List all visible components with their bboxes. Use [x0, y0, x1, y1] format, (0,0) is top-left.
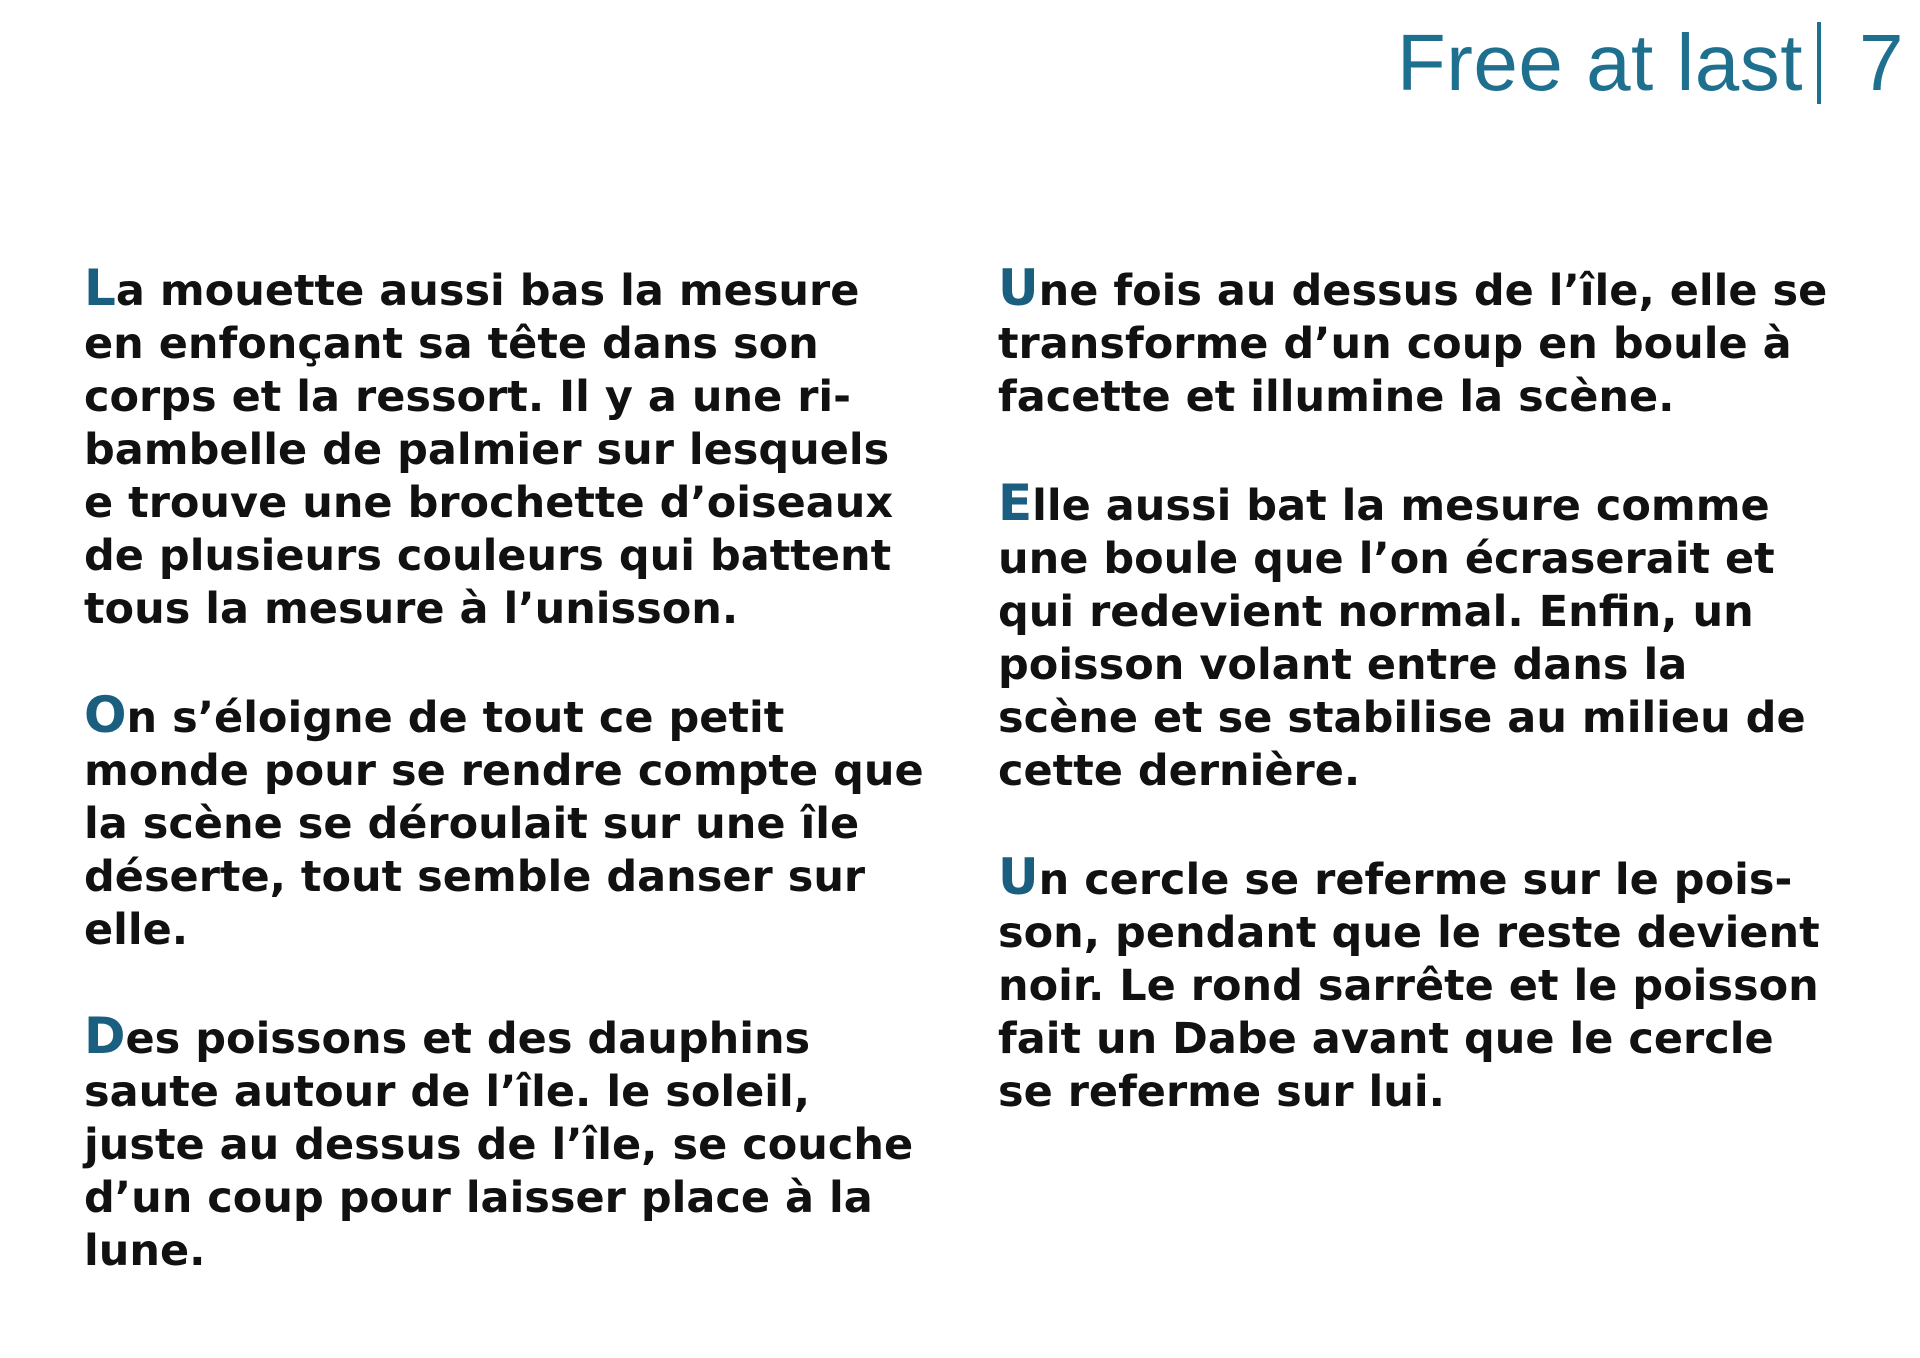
drop-cap: U	[998, 259, 1039, 317]
page-number: 7	[1859, 18, 1904, 107]
paragraph-text: es poissons et des dauphins saute autour de l’île. le soleil, juste au dessus de l’île, se couche d’un coup pour laisser place à la lune.	[84, 1014, 914, 1276]
paragraph	[84, 686, 924, 957]
paragraph-text: lle aussi bat la mesure comme une boule que l’on écraserait et qui redevient normal. Enfin, un poisson volant entre dans la scène et se stabilise au milieu de cette dernière.	[998, 481, 1806, 796]
drop-cap: O	[84, 686, 127, 744]
page-title: Free at last	[1396, 18, 1803, 107]
drop-cap: D	[84, 1007, 126, 1065]
drop-cap: E	[998, 474, 1033, 532]
paragraph-text: a mouette aussi bas la mesure en enfonçant sa tête dans son corps et la ressort. Il y a une ri-bambelle de palmier sur lesquels e trouve une brochette d’oiseaux de plusieurs couleurs qui battent tous la mesure à l’unisson.	[84, 266, 894, 634]
left-column	[84, 259, 924, 1331]
paragraph-text: n s’éloigne de tout ce petit monde pour se rendre compte que la scène se déroulait sur une île déserte, tout semble danser sur elle.	[84, 693, 924, 955]
drop-cap: U	[998, 848, 1039, 906]
paragraph	[84, 259, 924, 636]
drop-cap: L	[84, 259, 116, 317]
paragraph	[84, 1007, 924, 1278]
paragraph-text: n cercle se referme sur le pois-son, pendant que le reste devient noir. Le rond sarrête et le poisson fait un Dabe avant que le cercle se referme sur lui.	[998, 855, 1820, 1117]
page-header	[1396, 18, 1904, 107]
paragraph	[998, 848, 1838, 1119]
paragraph	[998, 259, 1838, 424]
paragraph	[998, 474, 1838, 798]
header-divider	[1817, 22, 1821, 104]
paragraph-text: ne fois au dessus de l’île, elle se transforme d’un coup en boule à facette et illumine la scène.	[998, 266, 1828, 422]
right-column	[998, 259, 1838, 1172]
